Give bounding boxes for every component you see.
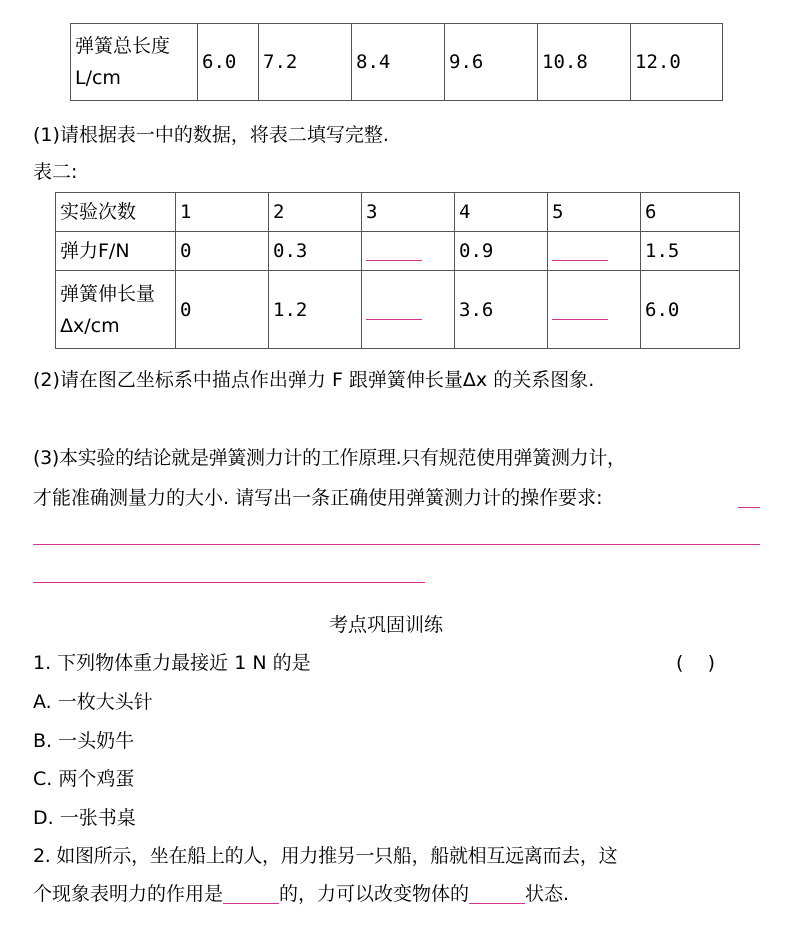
table2-answer-cell[interactable] [548,271,641,349]
table1-cell: 6.0 [198,24,259,101]
question-boat-text-b: 的，力可以改变物体的 [279,883,470,905]
table1-cell: 7.2 [259,24,352,101]
table2-answer-cell[interactable] [548,232,641,271]
table1-cell: 12.0 [631,24,723,101]
option-b[interactable]: B. 一头奶牛 [33,730,135,752]
answer-blank[interactable] [469,881,525,904]
table2-cell: 6.0 [641,271,740,349]
table1-cell: 8.4 [352,24,445,101]
question-boat-text-c: 状态. [525,883,570,905]
answer-line[interactable] [33,582,425,583]
table2-cell: 0 [176,271,269,349]
table1-cell: 10.8 [538,24,631,101]
answer-blank[interactable] [223,881,279,904]
question-boat-line-1: 2. 如图所示，坐在船上的人，用力推另一只船，船就相互远离而去，这 [33,845,618,867]
data-table-2 [55,192,740,349]
question-1-text: (1)请根据表一中的数据，将表二填写完整. [33,124,389,146]
table2-answer-cell[interactable] [362,232,455,271]
table2-cell: 5 [548,193,641,232]
question-2-text: (2)请在图乙坐标系中描点作出弹力 F 跟弹簧伸长量Δx 的关系图象. [33,369,595,391]
table1-cell: 9.6 [445,24,538,101]
answer-blank[interactable] [366,297,422,320]
answer-bracket[interactable]: ( ) [676,652,715,674]
question-3-line-2: 才能准确测量力的大小. 请写出一条正确使用弹簧测力计的操作要求: [33,487,603,509]
table2-cell: 6 [641,193,740,232]
table2-cell: 3.6 [455,271,548,349]
table2-extension-label [56,271,176,349]
table2-cell: 3 [362,193,455,232]
table2-cell: 0.3 [269,232,362,271]
table1-row-label-text: 弹簧总长度L/cm [75,35,171,89]
question-3-line-1: (3)本实验的结论就是弹簧测力计的工作原理.只有规范使用弹簧测力计， [33,447,626,469]
mc-question-stem: 1. 下列物体重力最接近 1 N 的是 [33,652,311,674]
table2-cell: 2 [269,193,362,232]
table2-answer-cell[interactable] [362,271,455,349]
table2-title: 表二: [33,161,78,183]
table2-cell: 0 [176,232,269,271]
answer-line[interactable] [738,507,760,508]
option-d[interactable]: D. 一张书桌 [33,807,136,829]
table2-force-label: 弹力F/N [56,232,176,271]
answer-blank[interactable] [552,238,608,261]
table2-cell: 4 [455,193,548,232]
answer-line[interactable] [33,544,760,545]
option-c[interactable]: C. 两个鸡蛋 [33,768,135,790]
option-a[interactable]: A. 一枚大头针 [33,691,153,713]
table2-cell: 1.5 [641,232,740,271]
table2-header-label: 实验次数 [56,193,176,232]
question-boat-text-a: 个现象表明力的作用是 [33,883,224,905]
table2-cell: 1 [176,193,269,232]
question-boat-line-2 [33,880,569,908]
answer-blank[interactable] [366,238,422,261]
answer-blank[interactable] [552,297,608,320]
section-title: 考点巩固训练 [329,614,444,636]
table2-extension-label-text: 弹簧伸长量 Δx/cm [60,282,156,337]
data-table-1 [70,23,723,101]
table2-cell: 1.2 [269,271,362,349]
table1-row-label [71,24,198,101]
table2-cell: 0.9 [455,232,548,271]
